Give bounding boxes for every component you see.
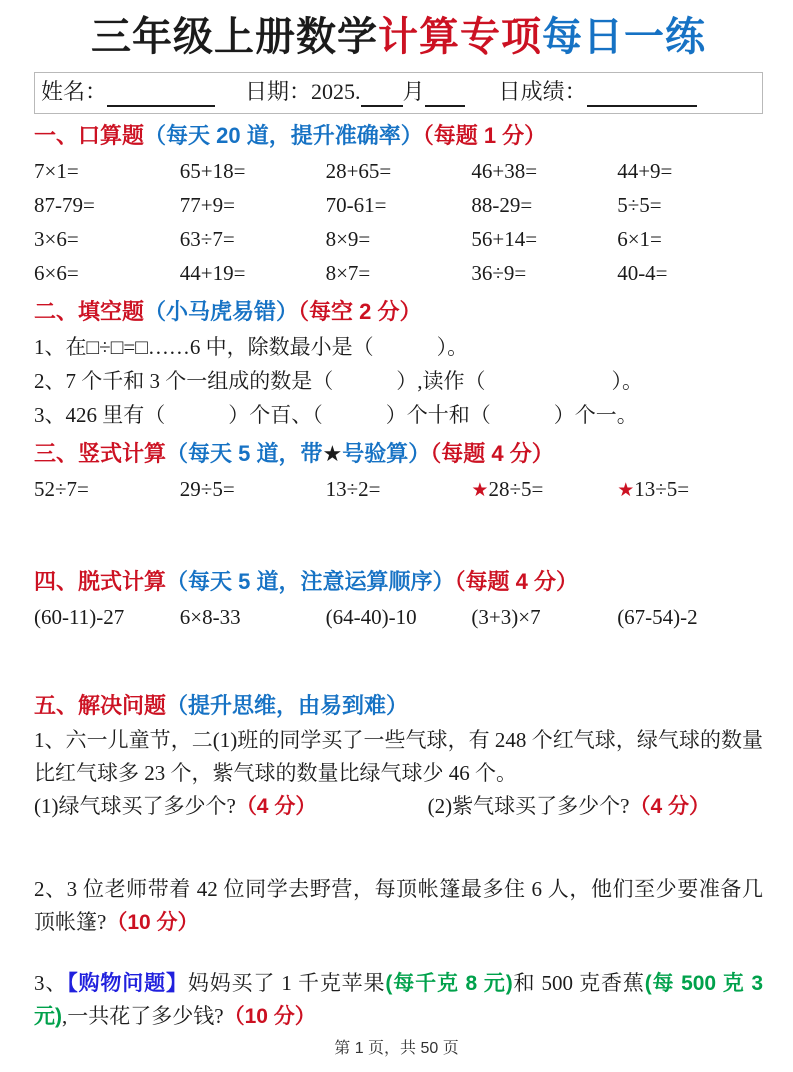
offform-header-label: 四、脱式计算: [34, 569, 167, 594]
oral-problem: 63÷7=: [179, 227, 235, 251]
banana-price-note: (每 500 克 3 元): [34, 972, 764, 1028]
oral-problem: 65+18=: [179, 159, 246, 183]
oral-problem: 5÷5=: [617, 193, 662, 217]
vertical-header-note-b: 号验算）: [342, 441, 431, 466]
fill-problems: [34, 330, 763, 432]
oral-problem: 7×1=: [34, 159, 79, 183]
title-part-black: 三年级上册数学: [91, 15, 378, 59]
oral-problem: 46+38=: [471, 159, 538, 183]
oral-problem: 8×9=: [325, 227, 371, 251]
solve-problem-2-text: 2、3 位老师带着 42 位同学去野营，每顶帐篷最多住 6 人，他们至少要准备几顶帐篷?: [34, 877, 763, 934]
offform-problem: (3+3)×7: [471, 605, 541, 629]
section-solve-header: [34, 692, 763, 720]
page-number-footer: 第 1 页，共 50 页: [334, 1040, 459, 1057]
offform-problems-row: [34, 600, 763, 634]
day-label: 日: [498, 79, 521, 104]
oral-problem: 44+9=: [617, 159, 673, 183]
offform-problem: (67-54)-2: [617, 605, 698, 629]
oral-header-label: 一、口算题: [34, 123, 145, 148]
solve-problem-1-subquestions: [34, 790, 763, 823]
solve-problem-3-text-b: 和 500 克香蕉: [512, 971, 645, 995]
solve-header-note: （提升思维，由易到难）: [166, 693, 409, 718]
solve-problem-2-workspace: [34, 939, 763, 967]
fill-header-label: 二、填空题: [34, 299, 145, 324]
oral-problem: 6×6=: [34, 261, 79, 285]
oral-problem: 56+14=: [471, 227, 538, 251]
fill-problem: 1、在□÷□=□……6 中，除数最小是（ ）。: [34, 335, 469, 359]
date-label: 日期：2025.: [245, 79, 361, 104]
oral-problem: 8×7=: [325, 261, 371, 285]
solve-problem-3: [34, 967, 763, 1033]
day-blank: [425, 85, 465, 107]
vertical-workspace: [34, 508, 763, 560]
vertical-problem: [617, 472, 763, 508]
student-info-row: [34, 72, 763, 114]
section-vertical-header: [34, 440, 763, 468]
score-blank: [587, 85, 697, 107]
subquestion-1-score: （4 分）: [235, 795, 317, 818]
vertical-problem: [180, 472, 326, 508]
offform-workspace: [34, 634, 763, 684]
fill-problem: 2、7 个千和 3 个一组成的数是（ ）,读作（ ）。: [34, 369, 643, 393]
oral-problem: 87-79=: [34, 193, 95, 217]
vertical-header-points: （每题 4 分）: [430, 441, 554, 466]
subquestion-2: [428, 790, 763, 823]
offform-problem: (60-11)-27: [34, 605, 125, 629]
title-part-blue: 每日一练: [542, 15, 706, 59]
offform-header-points: （每题 4 分）: [454, 569, 578, 594]
solve-problem-3-score: （10 分）: [223, 1005, 316, 1028]
solve-problem-2-score: （10 分）: [106, 911, 199, 934]
star-icon: ★: [322, 441, 343, 466]
offform-problem: (64-40)-10: [325, 605, 417, 629]
star-icon: ★: [617, 480, 635, 501]
solve-problem-3-text-a: 妈妈买了 1 千克苹果: [187, 971, 386, 995]
subquestion-1: [34, 790, 428, 823]
page-title: [34, 14, 763, 60]
star-icon: ★: [471, 480, 489, 501]
oral-problem: 6×1=: [617, 227, 662, 251]
solve-problem-3-number: 3、: [34, 971, 68, 995]
subquestion-1-text: (1)绿气球买了多少个?: [34, 794, 236, 818]
fill-problem: 3、426 里有（ ）个百、（ ）个十和（ ）个一。: [34, 403, 638, 427]
apple-price-note: (每千克 8 元): [385, 972, 513, 995]
vertical-header-note-a: （每天 5 道，带: [166, 441, 323, 466]
name-label: 姓名：: [41, 79, 108, 104]
vertical-expr: 13÷5=: [634, 477, 690, 501]
offform-header-note: （每天 5 道，注意运算顺序）: [166, 569, 455, 594]
subquestion-2-text: (2)紫气球买了多少个?: [427, 794, 630, 818]
offform-problem: 6×8-33: [179, 605, 241, 629]
solve-problem-2: [34, 873, 763, 939]
vertical-expr: 29÷5=: [179, 477, 235, 501]
name-blank: [107, 85, 215, 107]
section-oral-header: [34, 122, 763, 150]
vertical-expr: 13÷2=: [325, 477, 381, 501]
solve-header-label: 五、解决问题: [34, 693, 167, 718]
oral-header-note: （每天 20 道，提升准确率）: [144, 123, 423, 148]
oral-problem: 88-29=: [471, 193, 533, 217]
vertical-problem: [471, 472, 617, 508]
oral-problem: 3×6=: [34, 227, 79, 251]
solve-problem-3-text-c: ,一共花了多少钱?: [62, 1004, 224, 1028]
oral-problem: 44+19=: [179, 261, 246, 285]
oral-problem: 36÷9=: [471, 261, 527, 285]
oral-problem: 70-61=: [325, 193, 387, 217]
title-part-red: 计算专项: [378, 15, 542, 59]
month-blank: [361, 85, 403, 107]
shopping-problem-tag: 【购物问题】: [67, 972, 188, 995]
solve-problem-1-workspace: [34, 823, 763, 873]
vertical-problems-row: [34, 472, 763, 508]
oral-header-points: （每题 1 分）: [422, 123, 547, 148]
oral-problems-grid: [34, 154, 763, 290]
fill-header-points: （每空 2 分）: [298, 299, 422, 324]
section-offform-header: [34, 568, 763, 596]
month-label: 月: [402, 79, 425, 104]
oral-problem: 28+65=: [325, 159, 392, 183]
vertical-expr: 28÷5=: [488, 477, 544, 501]
vertical-header-label: 三、竖式计算: [34, 441, 167, 466]
oral-problem: 77+9=: [179, 193, 235, 217]
subquestion-2-score: （4 分）: [629, 795, 710, 818]
score-label: 成绩：: [520, 79, 587, 104]
vertical-problem: [326, 472, 472, 508]
vertical-problem: [34, 472, 180, 508]
section-fill-header: [34, 298, 763, 326]
oral-problem: 40-4=: [617, 261, 668, 285]
fill-header-note: （小马虎易错）: [144, 299, 299, 324]
solve-problem-1-body: 1、六一儿童节，二(1)班的同学买了一些气球，有 248 个红气球，绿气球的数量比红气球多 23 个，紫气球的数量比绿气球少 46 个。: [34, 728, 763, 785]
vertical-expr: 52÷7=: [34, 477, 89, 501]
